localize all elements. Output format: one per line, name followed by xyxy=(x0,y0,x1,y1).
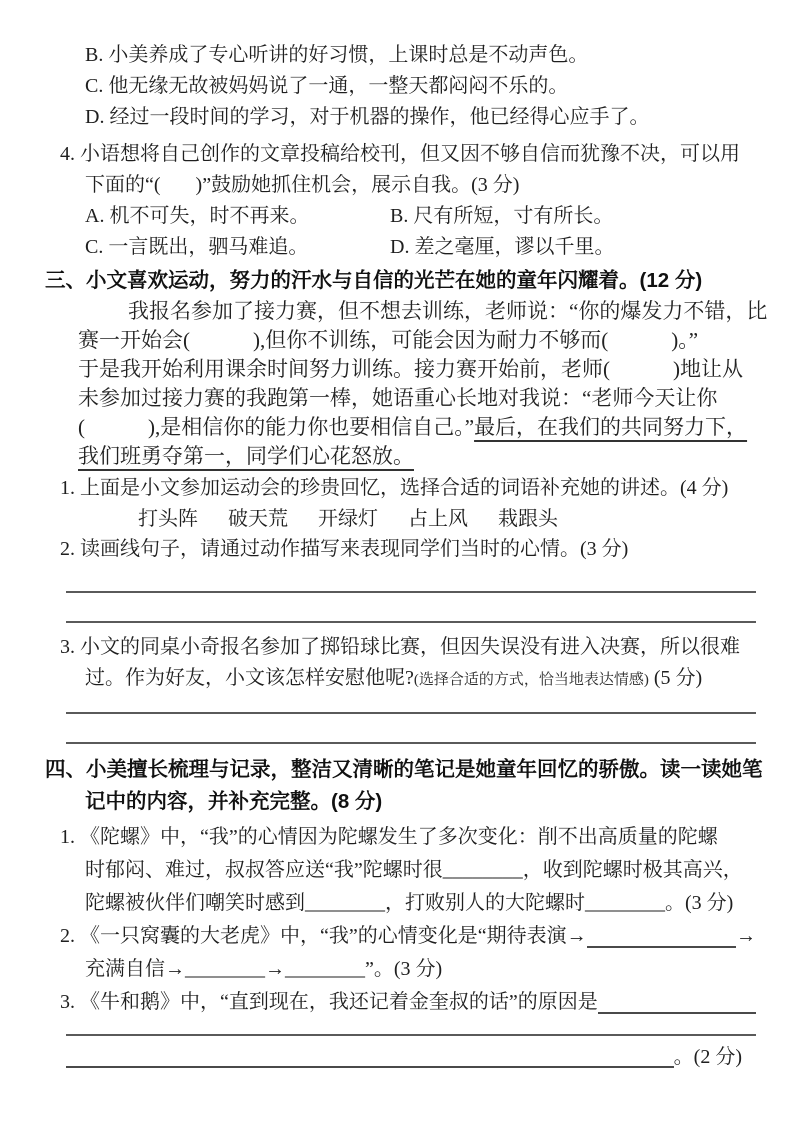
answer-line xyxy=(66,1034,756,1036)
section-3-passage xyxy=(78,297,768,471)
question-4-line-2: 下面的“( )”鼓励她抓住机会，展示自我。(3 分) xyxy=(85,174,520,196)
answer-line xyxy=(66,591,756,593)
passage-line: 赛一开始会( ),但你不训练，可能会因为耐力不够而( )。” xyxy=(78,328,699,352)
s3-question-1-text: 1. 上面是小文参加运动会的珍贵回忆，选择合适的词语补充她的讲述。(4 分) xyxy=(60,477,729,499)
passage-line xyxy=(78,413,756,442)
word-bank-item: 破天荒 xyxy=(228,508,288,530)
inline-answer-blank xyxy=(587,946,736,948)
option-line-c: C. 他无缘无故被妈妈说了一通，一整天都闷闷不乐的。 xyxy=(85,75,569,97)
passage-text: ( ),是相信你的能力你也要相信自己。” xyxy=(78,415,475,439)
question-text: 3. 《牛和鹅》中，“直到现在，我还记着金奎叔的话”的原因是 xyxy=(60,991,598,1013)
question-4-option-d: D. 差之毫厘，谬以千里。 xyxy=(390,236,615,258)
passage-line xyxy=(78,442,756,471)
option-line-d: D. 经过一段时间的学习，对于机器的操作，他已经得心应手了。 xyxy=(85,106,650,128)
option-line-b: B. 小美养成了专心听讲的好习惯，上课时总是不动声色。 xyxy=(85,44,589,66)
s4-question-2-line-1 xyxy=(60,920,756,953)
s4-question-1-line-3: 陀螺被伙伴们嘲笑时感到________，打败别人的大陀螺时________。(3 分) xyxy=(85,892,734,914)
inline-answer-blank xyxy=(66,1066,674,1068)
s4-question-1-line-1: 1. 《陀螺》中，“我”的心情因为陀螺发生了多次变化：削不出高质量的陀螺 xyxy=(60,826,718,848)
question-text: 2. 《一只窝囊的大老虎》中，“我”的心情变化是“期待表演→ xyxy=(60,925,587,947)
score-label: (5 分) xyxy=(648,667,703,689)
answer-line xyxy=(66,712,756,714)
underlined-sentence-part-2: 我们班勇夺第一，同学们心花怒放。 xyxy=(78,444,414,468)
answer-hint: (选择合适的方式，恰当地表达情感) xyxy=(413,672,649,688)
s4-question-3-line-1 xyxy=(60,986,756,1019)
inline-answer-blank xyxy=(598,1012,756,1014)
question-4-option-b: B. 尺有所短，寸有所长。 xyxy=(390,205,614,227)
s4-question-1-line-2: 时郁闷、难过，叔叔答应送“我”陀螺时很________，收到陀螺时极其高兴， xyxy=(85,859,743,881)
s3-question-3-line-1: 3. 小文的同桌小奇报名参加了掷铅球比赛，但因失误没有进入决赛，所以很难 xyxy=(60,636,740,658)
passage-line: 于是我开始利用课余时间努力训练。接力赛开始前，老师( )地让从 xyxy=(78,357,743,381)
passage-line: 未参加过接力赛的我跑第一棒，她语重心长地对我说：“老师今天让你 xyxy=(78,386,718,410)
passage-line: 我报名参加了接力赛，但不想去训练，老师说：“你的爆发力不错，比 xyxy=(128,299,768,323)
question-4-line-1: 4. 小语想将自己创作的文章投稿给校刊，但又因不够自信而犹豫不决，可以用 xyxy=(60,143,740,165)
question-text: 过。作为好友，小文该怎样安慰他呢? xyxy=(85,667,414,689)
word-bank-item: 占上风 xyxy=(408,508,468,530)
arrow-glyph: → xyxy=(736,925,756,947)
section-3-header: 三、小文喜欢运动，努力的汗水与自信的光芒在她的童年闪耀着。(12 分) xyxy=(45,269,703,292)
word-bank-item: 开绿灯 xyxy=(318,508,378,530)
word-bank-item: 打头阵 xyxy=(138,508,198,530)
final-answer-row xyxy=(66,1042,742,1073)
question-4-options xyxy=(85,201,756,263)
word-bank-item: 栽跟头 xyxy=(498,508,558,530)
section-4-header-line-2: 记中的内容，并补充完整。(8 分) xyxy=(85,790,383,813)
s3-question-3-line-2 xyxy=(85,663,756,696)
score-label: 。(2 分) xyxy=(673,1046,742,1068)
question-4-option-c: C. 一言既出，驷马难追。 xyxy=(85,236,309,258)
s4-question-2-line-2: 充满自信→________→________”。(3 分) xyxy=(85,958,443,980)
word-bank xyxy=(138,504,756,534)
underlined-sentence-part-1: 最后，在我们的共同努力下， xyxy=(474,415,748,439)
s3-question-2-text: 2. 读画线句子，请通过动作描写来表现同学们当时的心情。(3 分) xyxy=(60,538,629,560)
answer-line xyxy=(66,621,756,623)
answer-line xyxy=(66,742,756,744)
question-4-option-a: A. 机不可失，时不再来。 xyxy=(85,205,310,227)
section-4-header-line-1: 四、小美擅长梳理与记录，整洁又清晰的笔记是她童年回忆的骄傲。读一读她笔 xyxy=(45,758,763,781)
